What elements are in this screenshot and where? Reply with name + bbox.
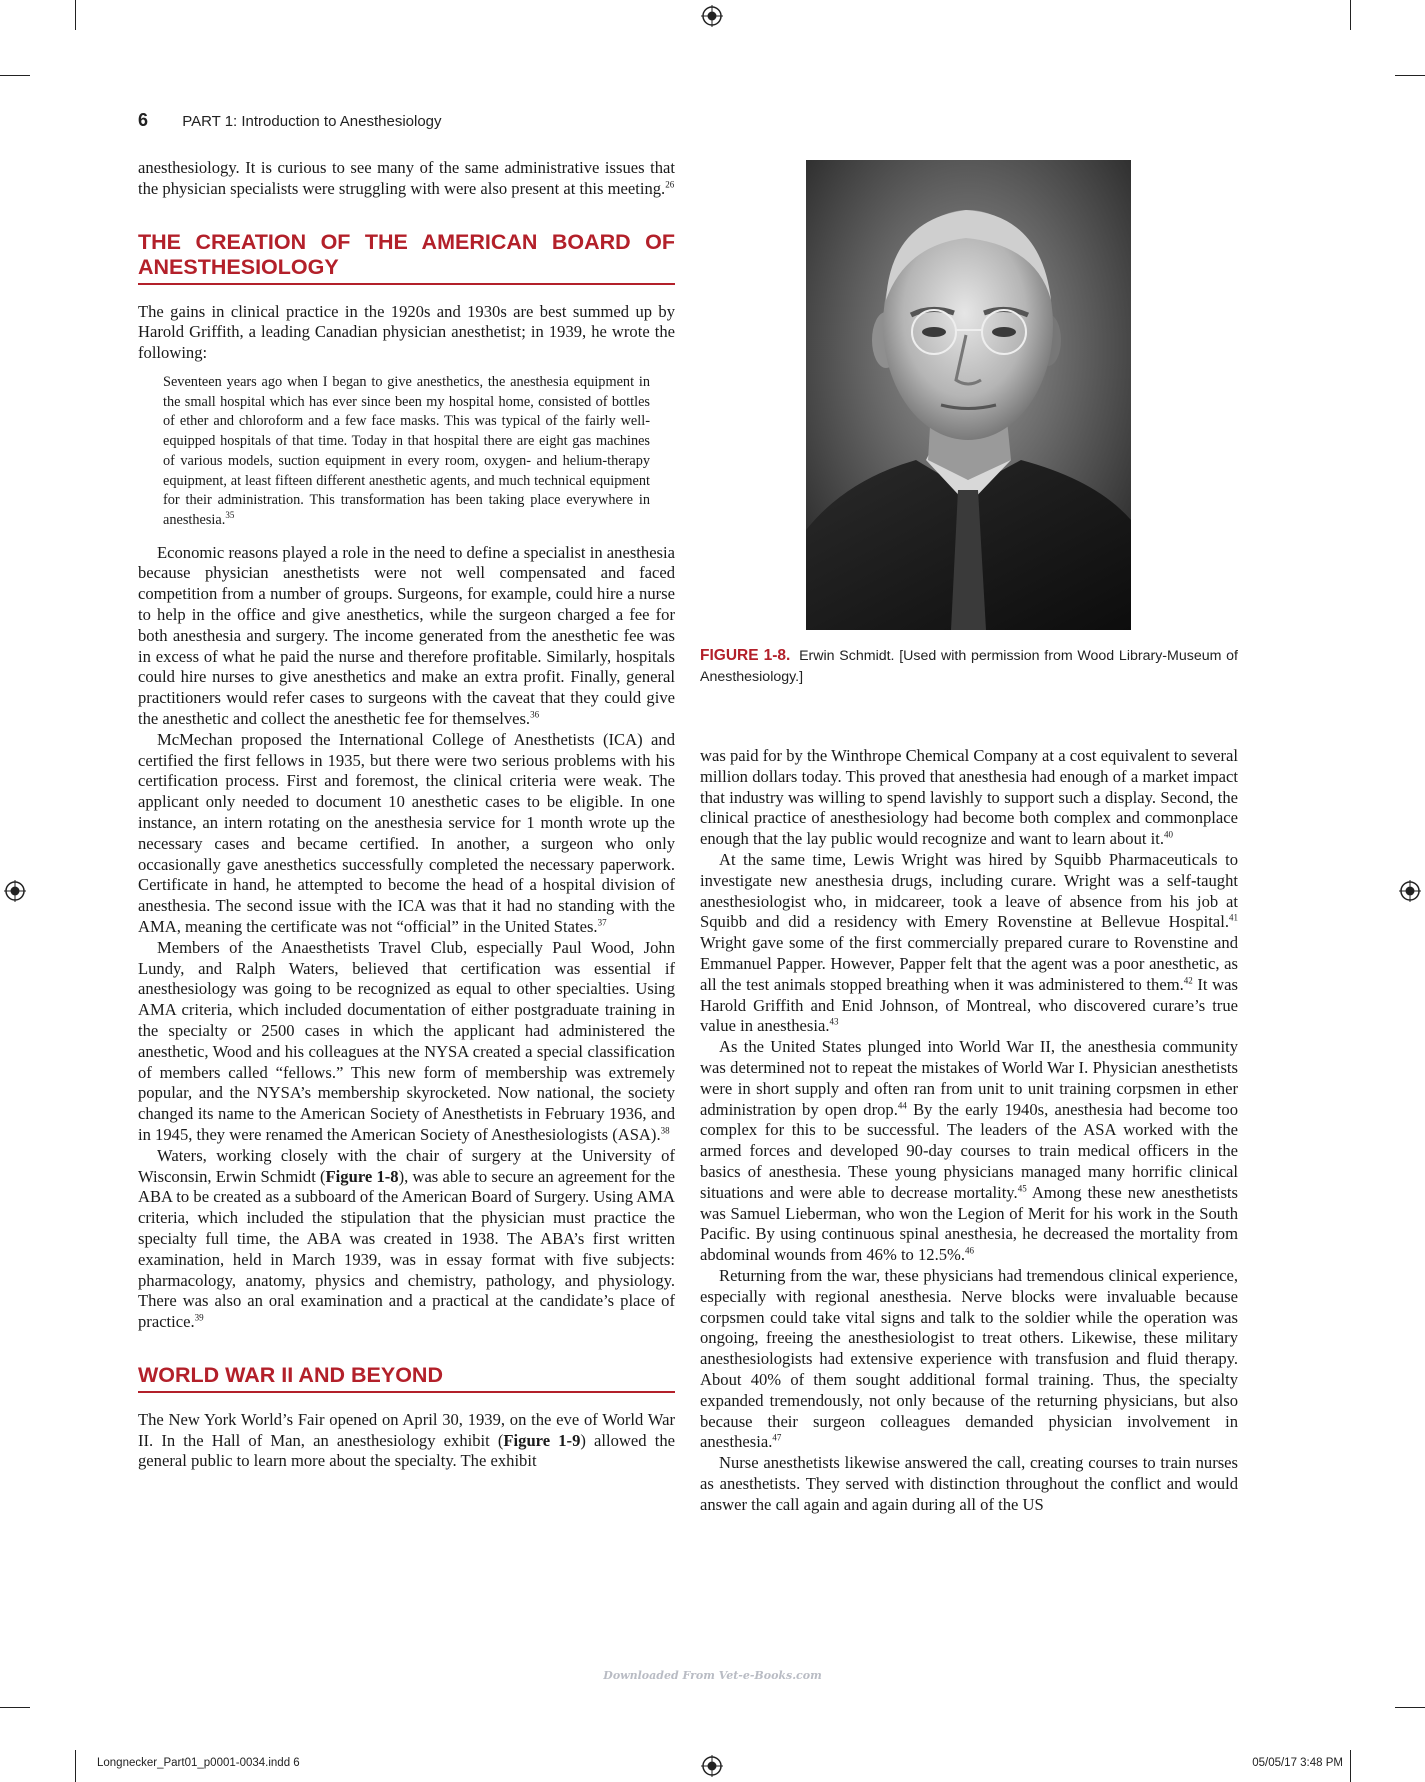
right-column — [700, 746, 1238, 1515]
crop-mark — [0, 75, 30, 76]
paragraph-wright: At the same time, Lewis Wright was hired by Squibb Pharmaceuticals to investigate new anesthesia drugs, including curare. Wright was a self-taught anesthesiologist who, in midcareer, took a leave of absence from his job at Squibb and did a residency with Emery Rovenstine at Bellevue Hospital.$^{41}$ Wright gave some of the first commercially prepared curare to Rovenstine and Emmanuel Papper. However, Papper felt that the agent was a poor anesthetic, as all the test animals stopped breathing when it was administered to them.$^{42}$ It was Harold Griffith and Enid Johnson, of Montreal, who discovered curare’s true value in anesthesia.$^{43}$ — [700, 849, 1238, 1036]
watermark: Downloaded From Vet-e-Books.com — [603, 1669, 822, 1682]
paragraph-ww2: As the United States plunged into World War II, the anesthesia community was determined not to repeat the mistakes of World War I. Physician anesthetists were in short supply and often ran from unit to unit training corpsmen in ether administration by open drop.$^{44}$ By the early 1940s, anesthesia had become too complex for this to be successful. The leaders of the ASA worked with the armed forces and developed 90-day courses to train medical officers in the basics of anesthesia. These young physicians managed many horrific clinical situations and were able to decrease mortality.$^{45}$ Among these new anesthetists was Samuel Lieberman, who won the Legion of Merit for his work in the South Pacific. By using continuous spinal anesthesia, he decreased the mortality from abdominal wounds from 46% to 12.5%.$^{46}$ — [700, 1037, 1239, 1265]
crop-mark — [1395, 75, 1425, 76]
crop-mark — [1350, 1750, 1351, 1782]
figure-caption — [700, 645, 1238, 688]
section-heading-creation-aba: THE CREATION OF THE AMERICAN BOARD OF ANESTHESIOLOGY — [138, 230, 675, 285]
crop-mark — [75, 1750, 76, 1782]
paragraph-nurse-anesthetists: Nurse anesthetists likewise answered the call, creating courses to train nurses as anesthetists. They served with distinction throughout the conflict and would answer the call again and again during all of the US — [700, 1453, 1238, 1514]
registration-mark-icon — [701, 1755, 723, 1777]
paragraph-members: Members of the Anaesthetists Travel Club, especially Paul Wood, John Lundy, and Ralph Waters, believed that certification was essential if anesthesiology was going to be recognized as equal to other specialties. Using AMA criteria, which included documentation of either postgraduate training in the specialty or 2500 cases in which the applicant had administered the anesthetic, Wood and his colleagues at the NYSA created a special classification of members called “fellows.” This new form of membership was extremely popular, and the NYSA’s membership skyrocketed. Now national, the society changed its name to the American Society of Anesthetists in February 1936, and in 1945, they were renamed the American Society of Anesthesiologists (ASA).$^{38}$ — [138, 937, 675, 1144]
registration-mark-icon — [1399, 880, 1421, 902]
paragraph-economic: Economic reasons played a role in the need to define a specialist in anesthesia because physician anesthetists were not well compensated and faced competition from a number of groups. Surgeons, for example, could hire a nurse to help in the office and give anesthetics, while the surgeon charged a fee for both anesthesia and surgery. The income generated from the anesthetic fee was in excess of what he paid the nurse and therefore profitable. Similarly, hospitals could hire nurses to give anesthetics and make an extra profit. Finally, general practitioners would refer cases to surgeons with the caveat that they could give the anesthetic and collect the anesthetic fee for themselves.$^{36}$ — [138, 542, 675, 728]
block-quote: Seventeen years ago when I began to give anesthetics, the anesthesia equipment in the small hospital which has ever since been my hospital home, consisted of bottles of ether and chloroform and a few face masks. This was typical of the fairly well-equipped hospitals of that time. Today in that hospital there are eight gas machines of various models, suction equipment in every room, oxygen- and helium-therapy equipment, at least fifteen different anesthetic agents, and much technical equipment for their administration. This transformation has been taking place everywhere in anesthesia.$^{35}$ — [163, 373, 650, 528]
paragraph-worlds-fair: The New York World’s Fair opened on April 30, 1939, on the eve of World War II. In the Hall of Man, an anesthesiology exhibit (Figure 1-9) allowed the general public to learn more about the specialty. The exhibit — [138, 1409, 675, 1471]
page-number: 6 — [138, 110, 149, 130]
figure-reference-link[interactable]: Figure 1-9 — [503, 1430, 581, 1450]
registration-mark-icon — [4, 880, 26, 902]
figure-photo-erwin-schmidt — [806, 160, 1131, 630]
section-heading-world-war: WORLD WAR II AND BEYOND — [138, 1363, 675, 1393]
paragraph-griffith: The gains in clinical practice in the 1920s and 1930s are best summed up by Harold Griffith, a leading Canadian physician anesthetist; in 1939, he wrote the following: — [138, 301, 675, 363]
crop-mark — [1395, 1707, 1425, 1708]
registration-mark-icon — [701, 5, 723, 27]
figure-reference-link[interactable]: Figure 1-8 — [325, 1166, 399, 1186]
intro-paragraph: anesthesiology. It is curious to see many of the same administrative issues that the physician specialists were struggling with were also present at this meeting.$^{26}$ — [138, 158, 675, 198]
footer-timestamp: 05/05/17 3:48 PM — [1252, 1757, 1343, 1769]
left-column — [138, 158, 675, 1472]
paragraph-returning: Returning from the war, these physicians had tremendous clinical experience, especially with regional anesthesia. Nerve blocks were invaluable because corpsmen could take vital signs and talk to the soldier while the operation was ongoing, freeing the anesthesiologist to treat others. Likewise, these military anesthesiologists had extensive experience with transfusion and fluid therapy. About 40% of them sought additional formal training. Thus, the specialty expanded tremendously, not only because of the returning physicians, but also because their surgeon colleagues demanded physician involvement in anesthesia.$^{47}$ — [700, 1265, 1238, 1452]
figure-label: FIGURE 1-8. — [700, 647, 791, 664]
running-title: PART 1: Introduction to Anesthesiology — [182, 113, 442, 130]
crop-mark — [75, 0, 76, 30]
figure-caption-text: Erwin Schmidt. [Used with permission from Wood Library-Museum of Anesthesiology.] — [700, 648, 1238, 685]
crop-mark — [1350, 0, 1351, 30]
crop-mark — [0, 1707, 30, 1708]
running-header — [138, 110, 442, 134]
footer-file: Longnecker_Part01_p0001-0034.indd 6 — [97, 1757, 300, 1769]
paragraph-mcmechan: McMechan proposed the International College of Anesthetists (ICA) and certified the first fellows in 1935, but there were two serious problems with his certification process. First and foremost, the clinical criteria were weak. The applicant only needed to document 10 anesthetic cases to be eligible. In one instance, an intern rotating on the anesthesia service for 1 month wrote up the necessary cases and became certified. In another, a surgeon who only occasionally gave anesthetics successfully completed the necessary paperwork. Certificate in hand, he attempted to become the head of a hospital division of anesthesia. The second issue with the ICA was that it had no standing with the AMA, meaning the certificate was not “official” in the United States.$^{37}$ — [138, 729, 675, 936]
paragraph-exhibit: was paid for by the Winthrope Chemical Company at a cost equivalent to several million dollars today. This proved that anesthesia had enough of a market impact that industry was willing to spend lavishly to support such a display. Second, the clinical practice of anesthesiology had become both complex and commonplace enough that the lay public would recognize and want to learn about it.$^{40}$ — [700, 746, 1238, 849]
paragraph-waters: Waters, working closely with the chair of surgery at the University of Wisconsin, Erwin Schmidt (Figure 1-8), was able to secure an agreement for the ABA to be created as a subboard of the American Board of Surgery. Using AMA criteria, which included the stipulation that the physician must practice the specialty full time, the ABA was created in 1938. The ABA’s first written examination, held in March 1939, was in essay format with five subjects: pharmacology, anatomy, physics and chemistry, pathology, and physiology. There was also an oral examination and a practical at the candidate’s place of practice.$^{39}$ — [138, 1145, 675, 1332]
